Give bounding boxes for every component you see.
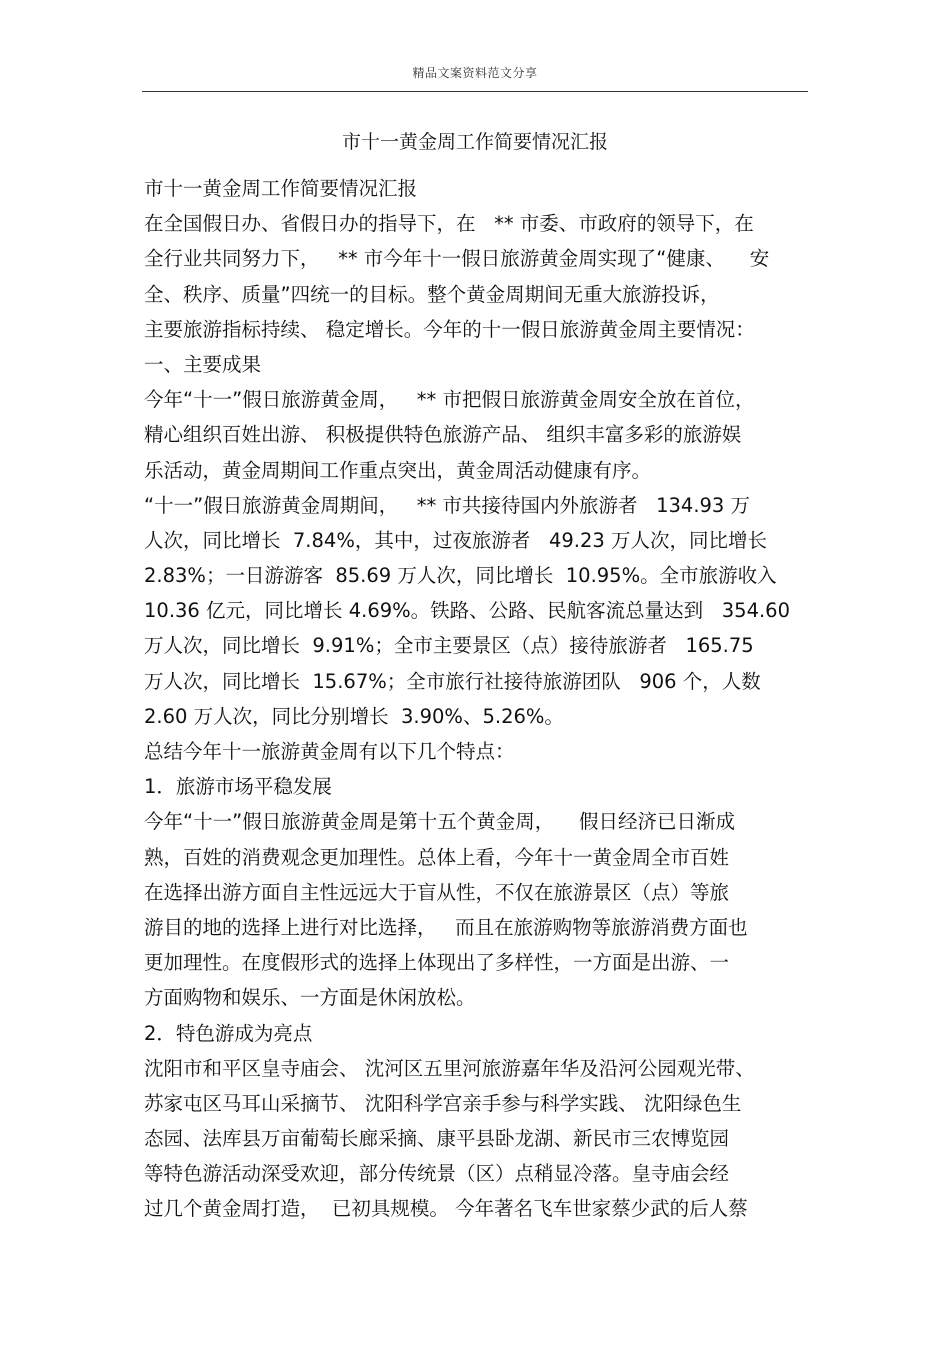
- body-line: 10.36 亿元，同比增长 4.69%。铁路、公路、民航客流总量达到 354.60: [144, 599, 790, 623]
- body-line: 方面购物和娱乐、一方面是休闲放松。: [144, 986, 476, 1010]
- body-line: 在选择出游方面自主性远远大于盲从性，不仅在旅游景区（点）等旅: [144, 880, 730, 904]
- body-line: 等特色游活动深受欢迎，部分传统景（区）点稍显冷落。皇寺庙会经: [144, 1162, 730, 1186]
- body-line: 今年“十一”假日旅游黄金周是第十五个黄金周， 假日经济已日渐成: [144, 810, 735, 834]
- body-line: 过几个黄金周打造， 已初具规模。 今年著名飞车世家蔡少武的后人蔡: [144, 1197, 748, 1221]
- section-heading: 1．旅游市场平稳发展: [144, 775, 332, 799]
- body-line: 熟，百姓的消费观念更加理性。总体上看，今年十一黄金周全市百姓: [144, 845, 730, 869]
- body-line: 万人次，同比增长 9.91%；全市主要景区（点）接待旅游者 165.75: [144, 634, 754, 658]
- body-line: 2.60 万人次，同比分别增长 3.90%、5.26%。: [144, 704, 564, 728]
- body-line: 在全国假日办、省假日办的指导下，在 ** 市委、市政府的领导下，在: [144, 212, 754, 236]
- body-line: 人次，同比增长 7.84%，其中，过夜旅游者 49.23 万人次，同比增长: [144, 528, 767, 552]
- document-title: 市十一黄金周工作简要情况汇报: [341, 131, 608, 153]
- body-line: 市十一黄金周工作简要情况汇报: [144, 177, 418, 200]
- section-heading: 一、主要成果: [144, 352, 262, 376]
- body-line: 总结今年十一旅游黄金周有以下几个特点：: [144, 740, 515, 763]
- body-line: 全、秩序、质量”四统一的目标。整个黄金周期间无重大旅游投诉，: [144, 282, 720, 306]
- body-line: 游目的地的选择上进行对比选择， 而且在旅游购物等旅游消费方面也: [144, 915, 748, 939]
- body-line: 精心组织百姓出游、 积极提供特色旅游产品、 组织丰富多彩的旅游娱: [144, 423, 742, 447]
- page-header: 精品文案资料范文分享: [412, 66, 538, 80]
- header-divider: [142, 91, 808, 92]
- body-line: 沈阳市和平区皇寺庙会、 沈河区五里河旅游嘉年华及沿河公园观光带、: [144, 1056, 755, 1080]
- body-line: 更加理性。在度假形式的选择上体现出了多样性，一方面是出游、一: [144, 951, 730, 975]
- body-line: 态园、法库县万亩葡萄长廊采摘、康平县卧龙湖、新民市三农博览园: [144, 1127, 730, 1151]
- body-line: 2.83%；一日游游客 85.69 万人次，同比增长 10.95%。全市旅游收入: [144, 564, 777, 588]
- body-line: 主要旅游指标持续、 稳定增长。今年的十一假日旅游黄金周主要情况：: [144, 317, 755, 341]
- body-line: 乐活动，黄金周期间工作重点突出，黄金周活动健康有序。: [144, 458, 652, 482]
- body-line: 万人次，同比增长 15.67%；全市旅行社接待旅游团队 906 个，人数: [144, 669, 761, 693]
- body-line: “十一”假日旅游黄金周期间， ** 市共接待国内外旅游者 134.93 万: [144, 493, 751, 517]
- document-body: [144, 171, 810, 1227]
- body-line: 今年“十一”假日旅游黄金周， ** 市把假日旅游黄金周安全放在首位，: [144, 388, 755, 412]
- body-line: 苏家屯区马耳山采摘节、 沈阳科学宫亲手参与科学实践、 沈阳绿色生: [144, 1091, 742, 1115]
- section-heading: 2．特色游成为亮点: [144, 1021, 313, 1045]
- body-line: 全行业共同努力下， ** 市今年十一假日旅游黄金周实现了“健康、 安: [144, 247, 770, 271]
